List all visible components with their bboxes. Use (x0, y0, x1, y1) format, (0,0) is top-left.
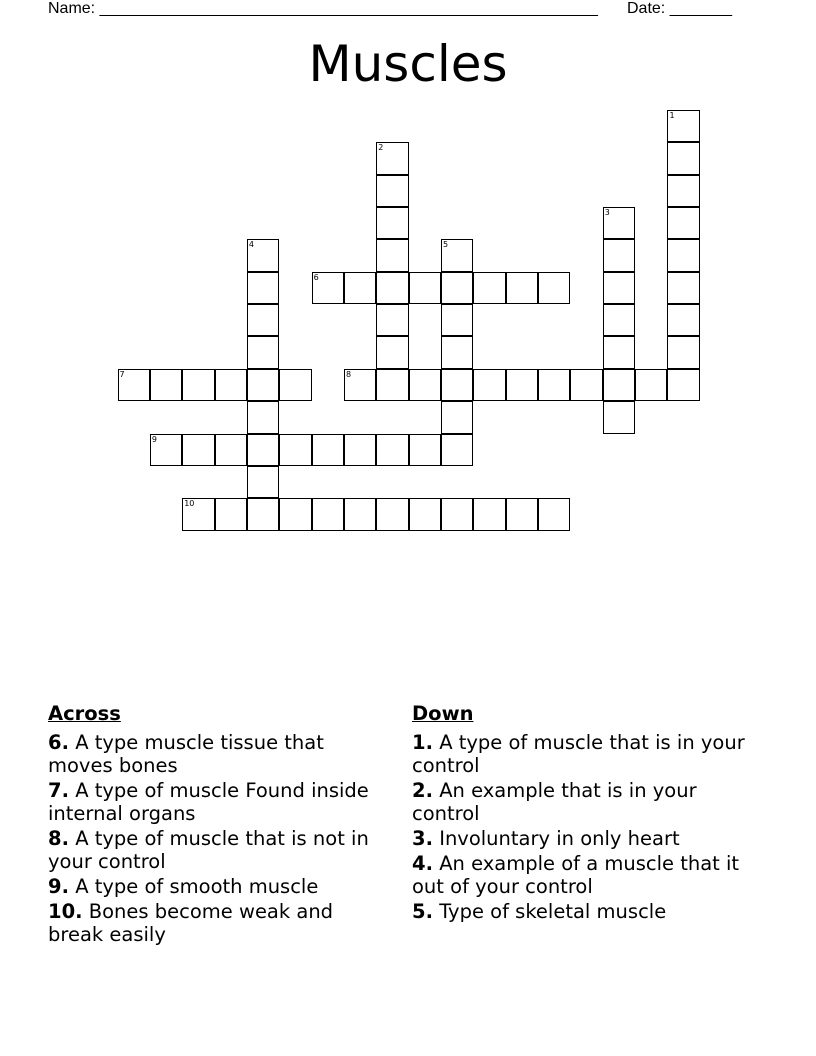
cell-number: 1 (669, 111, 675, 120)
grid-cell[interactable] (570, 369, 602, 401)
grid-cell[interactable] (312, 498, 344, 530)
clue-text: A type of muscle Found inside internal organs (48, 779, 369, 825)
grid-cell[interactable] (118, 369, 150, 401)
clue-down-3 (412, 827, 757, 850)
grid-cell[interactable] (279, 369, 311, 401)
grid-cell[interactable] (441, 401, 473, 433)
grid-cell[interactable] (603, 304, 635, 336)
grid-cell[interactable] (538, 369, 570, 401)
grid-cell[interactable] (247, 272, 279, 304)
clue-down-5 (412, 900, 757, 923)
grid-cell[interactable] (538, 498, 570, 530)
grid-cell[interactable] (506, 272, 538, 304)
grid-cell[interactable] (667, 175, 699, 207)
grid-cell[interactable] (376, 142, 408, 174)
clue-number: 10. (48, 900, 83, 923)
grid-cell[interactable] (667, 239, 699, 271)
grid-cell[interactable] (344, 434, 376, 466)
grid-cell[interactable] (441, 239, 473, 271)
grid-cell[interactable] (150, 369, 182, 401)
grid-cell[interactable] (667, 369, 699, 401)
grid-cell[interactable] (441, 304, 473, 336)
clue-number: 3. (412, 827, 433, 850)
grid-cell[interactable] (603, 336, 635, 368)
grid-cell[interactable] (344, 369, 376, 401)
clue-down-1 (412, 731, 757, 777)
grid-cell[interactable] (182, 434, 214, 466)
clue-text: Type of skeletal muscle (439, 900, 667, 923)
grid-cell[interactable] (441, 336, 473, 368)
clue-number: 9. (48, 875, 69, 898)
across-heading: Across (48, 702, 121, 725)
grid-cell[interactable] (215, 498, 247, 530)
cell-number: 3 (604, 208, 610, 218)
grid-cell[interactable] (279, 434, 311, 466)
cell-number: 8 (345, 369, 352, 379)
cell-number: 5 (443, 240, 449, 250)
grid-cell[interactable] (344, 498, 376, 530)
grid-cell[interactable] (376, 336, 408, 368)
clue-number: 7. (48, 779, 69, 802)
grid-cell[interactable] (182, 369, 214, 401)
grid-cell[interactable] (312, 434, 344, 466)
grid-cell[interactable] (667, 272, 699, 304)
grid-cell[interactable] (603, 272, 635, 304)
grid-cell[interactable] (376, 434, 408, 466)
grid-cell[interactable] (409, 498, 441, 530)
cell-number: 4 (248, 240, 254, 250)
grid-cell[interactable] (603, 207, 635, 239)
clue-across-7 (48, 779, 393, 825)
clue-number: 2. (412, 779, 433, 802)
grid-cell[interactable] (344, 272, 376, 304)
grid-cell[interactable] (441, 272, 473, 304)
cell-number: 2 (378, 143, 384, 153)
grid-cell[interactable] (279, 498, 311, 530)
grid-cell[interactable] (441, 498, 473, 530)
clue-text: Bones become weak and break easily (48, 900, 334, 946)
grid-cell[interactable] (667, 142, 699, 174)
cell-number: 6 (313, 272, 319, 282)
clue-across-8 (48, 827, 393, 873)
grid-cell[interactable] (247, 434, 279, 466)
clue-number: 1. (412, 731, 433, 754)
grid-cell[interactable] (312, 272, 344, 304)
grid-cell[interactable] (376, 304, 408, 336)
grid-cell[interactable] (376, 207, 408, 239)
clue-across-6 (48, 731, 393, 777)
clue-number: 6. (48, 731, 69, 754)
clue-text: A type muscle tissue that moves bones (48, 731, 324, 777)
grid-cell[interactable] (247, 401, 279, 433)
grid-cell[interactable] (603, 239, 635, 271)
grid-cell[interactable] (376, 369, 408, 401)
grid-cell[interactable] (247, 369, 279, 401)
clue-down-4 (412, 852, 757, 898)
clue-number: 8. (48, 827, 69, 850)
cell-number: 10 (184, 499, 195, 509)
across-clues (48, 702, 393, 948)
grid-cell[interactable] (247, 466, 279, 498)
clue-text: A type of muscle that is not in your control (48, 827, 369, 873)
grid-cell[interactable] (667, 110, 699, 142)
grid-cell[interactable] (473, 272, 505, 304)
clue-across-10 (48, 900, 393, 946)
grid-cell[interactable] (247, 239, 279, 271)
cell-number: 7 (119, 369, 125, 379)
grid-cell[interactable] (376, 175, 408, 207)
grid-cell[interactable] (473, 498, 505, 530)
grid-cell[interactable] (667, 304, 699, 336)
clue-across-9 (48, 875, 393, 898)
page-title: Muscles (308, 35, 508, 93)
grid-cell[interactable] (506, 498, 538, 530)
clue-text: An example that is in your control (412, 779, 697, 825)
grid-cell[interactable] (247, 498, 279, 530)
clue-text: Involuntary in only heart (439, 827, 680, 850)
grid-cell[interactable] (247, 336, 279, 368)
clue-text: A type of smooth muscle (75, 875, 319, 898)
grid-cell[interactable] (376, 239, 408, 271)
grid-cell[interactable] (667, 207, 699, 239)
date-field: Date: _______ (627, 0, 732, 17)
cell-number: 9 (151, 434, 157, 444)
clue-down-2 (412, 779, 757, 825)
grid-cell[interactable] (247, 304, 279, 336)
grid-cell[interactable] (376, 272, 408, 304)
grid-cell[interactable] (538, 272, 570, 304)
grid-cell[interactable] (376, 498, 408, 530)
grid-cell[interactable] (441, 434, 473, 466)
grid-cell[interactable] (635, 369, 667, 401)
grid-cell[interactable] (603, 369, 635, 401)
grid-cell[interactable] (409, 272, 441, 304)
name-field: Name: ________________________________________________________ (48, 0, 598, 17)
clue-text: An example of a muscle that it out of your control (412, 852, 740, 898)
grid-cell[interactable] (215, 369, 247, 401)
grid-cell[interactable] (182, 498, 214, 530)
grid-cell[interactable] (215, 434, 247, 466)
grid-cell[interactable] (409, 434, 441, 466)
grid-cell[interactable] (667, 336, 699, 368)
clue-number: 5. (412, 900, 433, 923)
clue-number: 4. (412, 852, 433, 875)
grid-cell[interactable] (506, 369, 538, 401)
grid-cell[interactable] (409, 369, 441, 401)
grid-cell[interactable] (150, 434, 182, 466)
clue-text: A type of muscle that is in your control (412, 731, 745, 777)
grid-cell[interactable] (473, 369, 505, 401)
down-clues (412, 702, 757, 925)
grid-cell[interactable] (603, 401, 635, 433)
grid-cell[interactable] (441, 369, 473, 401)
down-heading: Down (412, 702, 474, 725)
